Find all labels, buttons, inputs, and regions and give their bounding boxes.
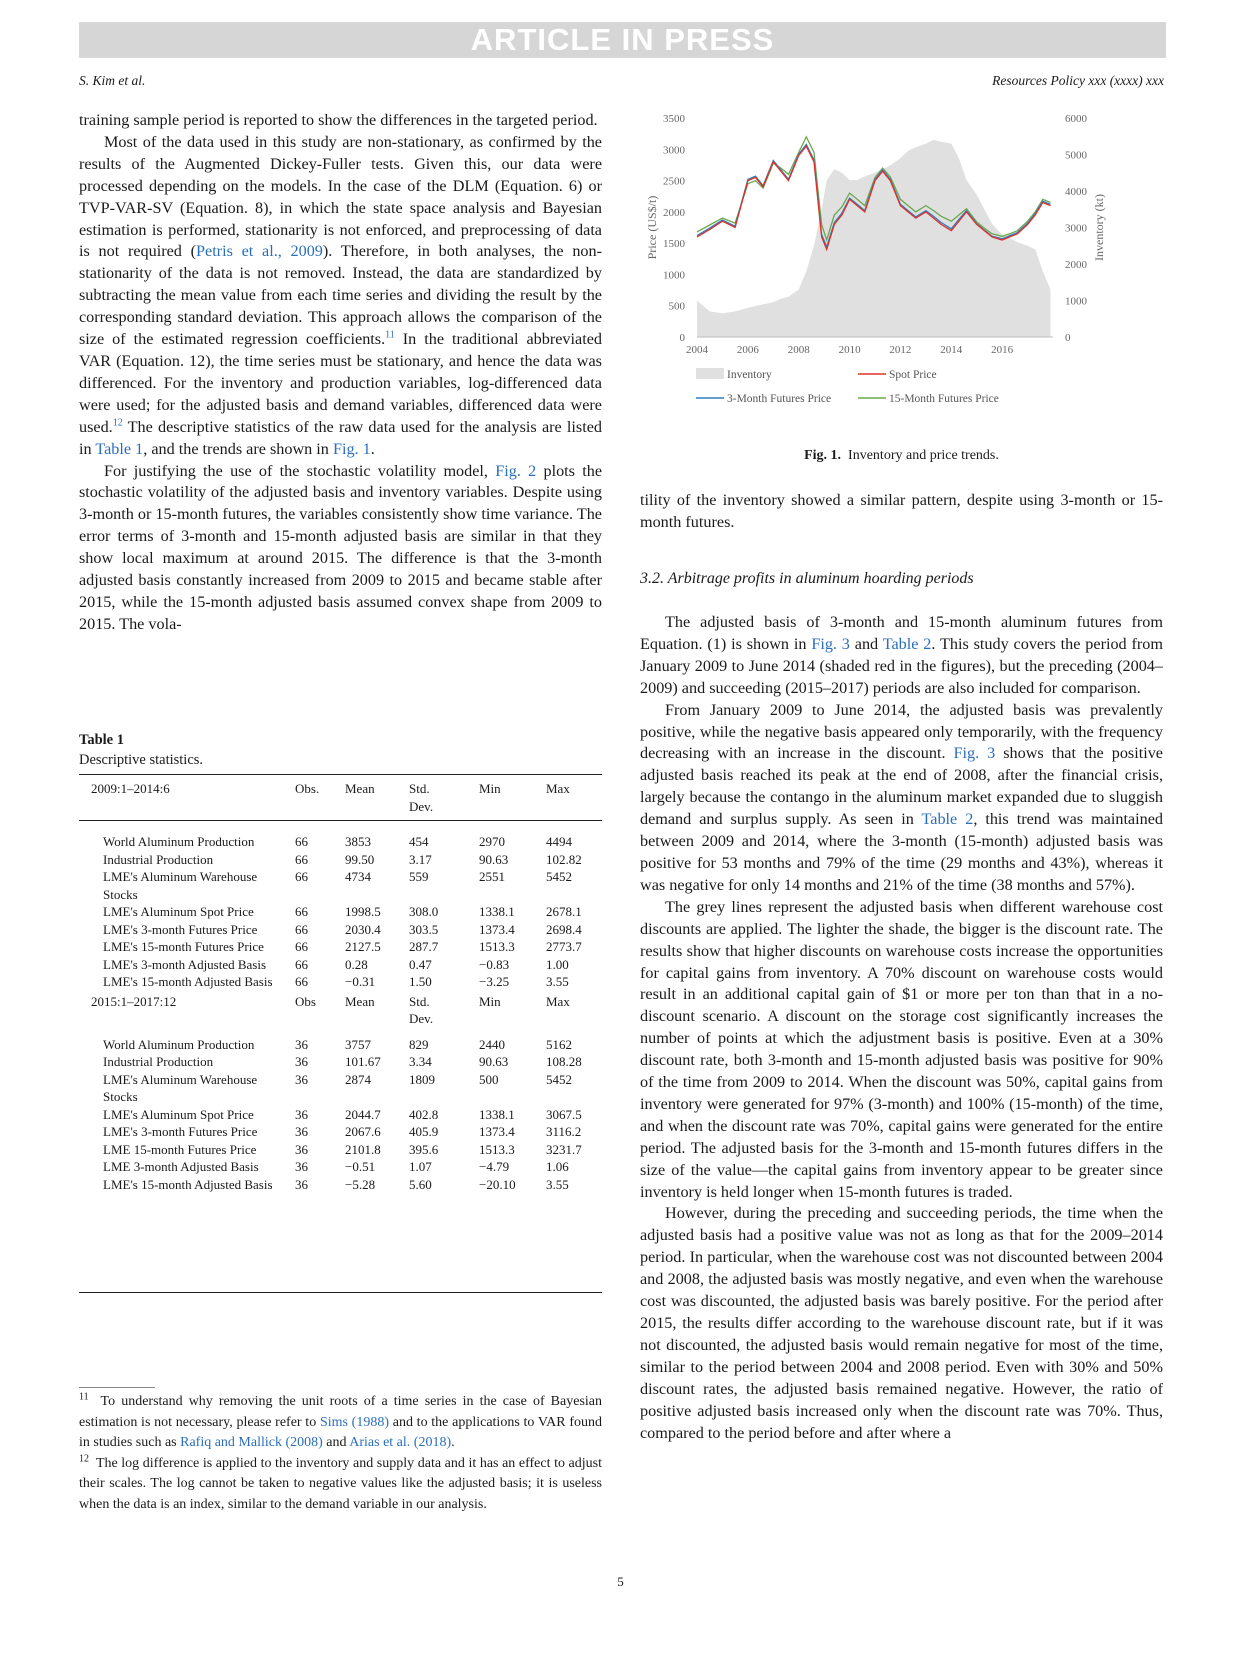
table-row xyxy=(79,1158,602,1176)
paragraph: From January 2009 to June 2014, the adjusted basis was prevalently positive, while the negative basis appeared only temporarily, with the frequency decreasing with an increase in the discount. Fig. 3 shows that the positive adjusted basis reached its peak at the end of 2008, after the financial crisis, largely because the contango in the aluminum market expanded due to sluggish demand and surplus supply. As seen in Table 2, this trend was maintained between 2009 and 2014, where the 3-month (15-month) adjusted basis was positive for 53 months and 79% of the time (29 months and 43%), whereas it was negative for only 14 months and 21% of the time (38 months and 57%). xyxy=(640,700,1163,894)
citation-link[interactable]: Arias et al. (2018) xyxy=(349,1435,452,1450)
table-cell: 66 xyxy=(295,939,308,954)
running-header-authors: S. Kim et al. xyxy=(79,73,146,88)
column-header: Std. Dev. xyxy=(409,781,434,814)
table-cell: 66 xyxy=(295,921,308,937)
table-cell: 3.55 xyxy=(546,1176,569,1192)
table-row xyxy=(79,921,602,939)
table-cell: 0.47 xyxy=(409,956,432,972)
table-cell: 1338.1 xyxy=(479,1106,515,1122)
paragraph: tility of the inventory showed a similar pattern, despite using 3-month or 15-month futures. xyxy=(640,491,1163,531)
column-header: Obs. xyxy=(295,781,320,796)
running-header-journal: Resources Policy xxx (xxxx) xxx xyxy=(992,73,1164,88)
table-cell: 2127.5 xyxy=(345,939,381,954)
column-header: Obs xyxy=(295,993,316,1009)
table-cell: 500 xyxy=(479,1071,499,1087)
table-cell: 99.50 xyxy=(345,851,375,867)
table-cell: 1513.3 xyxy=(479,1141,515,1157)
table-cell: 5.60 xyxy=(409,1176,432,1192)
table-cell: 101.67 xyxy=(345,1054,381,1069)
table-row xyxy=(79,903,602,921)
legend-label: Inventory xyxy=(727,369,772,381)
table-cell: 454 xyxy=(409,834,429,849)
table-cell: −0.31 xyxy=(345,974,376,989)
paragraph: The adjusted basis of 3-month and 15-month aluminum futures from Equation. (1) is shown in Fig. 3 and Table 2. This study covers the period from January 2009 to June 2014 (shaded red in the figures), but the preceding (2004–2009) and succeeding (2015–2017) periods are also included for comparison. xyxy=(640,613,1163,697)
footnote-rule xyxy=(79,1387,155,1388)
table-cell: 2773.7 xyxy=(546,939,582,954)
table-cell: 2698.4 xyxy=(546,921,582,937)
row-label: World Aluminum Production xyxy=(103,1036,255,1052)
column-header: Mean xyxy=(345,781,375,796)
row-label: Industrial Production xyxy=(103,1054,214,1069)
table-cell: 1.00 xyxy=(546,956,569,972)
table-cell: 66 xyxy=(295,904,308,919)
table-cell: 1.07 xyxy=(409,1159,432,1174)
row-label: LME's 15-month Adjusted Basis xyxy=(103,1176,273,1192)
table-cell: 5162 xyxy=(546,1036,572,1052)
table-cell: 3757 xyxy=(345,1036,371,1052)
table-cell: 108.28 xyxy=(546,1054,582,1069)
y2-tick-label: 5000 xyxy=(1065,149,1087,162)
table-row xyxy=(79,1176,602,1194)
period-label: 2009:1–2014:6 xyxy=(91,781,170,796)
table-cell: 3.34 xyxy=(409,1054,432,1069)
table-cell: 66 xyxy=(295,851,308,867)
y-tick-label: 3500 xyxy=(663,113,685,125)
table-cell: 303.5 xyxy=(409,921,439,937)
table-cell: 2044.7 xyxy=(345,1106,381,1122)
paragraph: However, during the preceding and succeeding periods, the time when the adjusted basis had a positive value was not as long as that for the 2009–2014 period. In particular, when the warehouse cost was not discounted between 2004 and 2008, the adjusted basis was mostly negative, and even when the warehouse cost was discounted, the adjusted basis was barely positive. For the period after 2015, the results differ according to the warehouse discount rate, but if it was not discounted, the adjusted basis would remain negative for most of the time, similar to the period between 2004 and 2008 period. Even with 30% and 50% discount rates, the adjusted basis remained negative. However, the ratio of positive adjusted basis increased only when the discount rate was 70%. Thus, compared to the period before and after where a xyxy=(640,1204,1163,1442)
row-label: LME's 15-month Adjusted Basis xyxy=(103,974,273,989)
footnote-11: $^{11}$ To understand why removing the unit roots of a time series in the case of Bayesian estimation is not necessary, please refer to Sims (1988) and to the applications to VAR found in studies such as Rafiq and Mallick (2008) and Arias et al. (2018). xyxy=(79,1391,603,1450)
table-cell: −5.28 xyxy=(345,1176,376,1192)
table-row xyxy=(79,1123,602,1141)
table-cell: 3116.2 xyxy=(546,1124,582,1139)
y2-tick-label: 4000 xyxy=(1065,186,1087,198)
row-label: LME's Aluminum Spot Price xyxy=(103,904,254,919)
table-cell: 36 xyxy=(295,1106,308,1122)
table-cell: 2067.6 xyxy=(345,1124,381,1139)
table-cell: 36 xyxy=(295,1141,308,1157)
table-cell: 1809 xyxy=(409,1071,435,1087)
legend-label: 15-Month Futures Price xyxy=(889,393,999,405)
y2-tick-label: 1000 xyxy=(1065,295,1087,308)
y2-tick-label: 2000 xyxy=(1065,259,1087,271)
table-cell: 287.7 xyxy=(409,939,439,954)
paragraph: The grey lines represent the adjusted basis when different warehouse cost discounts are applied. The lighter the shade, the bigger is the discount rate. The results show that higher discounts on warehouse costs increase the opportunities for capital gains from inventory. A 70% discount on warehouse costs would result in an additional capital gain of $1 or more per ton than that in a no-discount scenario. A discount on the storage cost significantly increases the number of points at which the adjustment basis is positive. Even at a 30% discount rate, both 3-month and 15-month adjusted basis was positive for 90% of the time from 2009 to 2014. When the discount was 50%, capital gains from inventory were generated for 97% (3-month) and 100% (15-month) of the time, and when the discount rate was 70%, capital gains were generated for the entire period. The adjusted basis for the 3-month and 15-month futures differs in the size of the value—the capital gains from inventory appear to be greater since inventory is held longer when 15-month futures is traded. xyxy=(640,897,1163,1201)
column-header: Std. Dev. xyxy=(409,993,434,1026)
legend-swatch xyxy=(696,368,724,379)
table-row xyxy=(79,956,602,974)
y-tick-label: 2500 xyxy=(663,175,685,188)
y2-axis-title: Inventory (kt) xyxy=(1092,194,1106,261)
right-column-text xyxy=(640,612,1163,1444)
row-label: LME 15-month Futures Price xyxy=(103,1141,257,1157)
y2-tick-label: 0 xyxy=(1065,332,1071,344)
table-cell: 36 xyxy=(295,1159,308,1174)
table-cell: 3067.5 xyxy=(546,1106,582,1122)
row-label: Industrial Production xyxy=(103,851,214,867)
legend-label: Spot Price xyxy=(889,369,937,381)
table-cell: 90.63 xyxy=(479,851,509,867)
y-tick-label: 0 xyxy=(679,332,685,344)
x-tick-label: 2012 xyxy=(889,344,912,356)
table-cell: 2874 xyxy=(345,1071,371,1087)
paragraph: training sample period is reported to show the differences in the targeted period. xyxy=(79,111,598,129)
figure-caption: Fig. 1. Inventory and price trends. xyxy=(804,448,999,463)
period-label: 2015:1–2017:12 xyxy=(91,993,177,1009)
table-cell: 66 xyxy=(295,869,308,884)
table-cell: −20.10 xyxy=(479,1176,516,1192)
table-row xyxy=(79,1106,602,1124)
table-row xyxy=(79,1071,602,1106)
table-cell: 5452 xyxy=(546,1071,572,1087)
paragraph: Most of the data used in this study are non-stationary, as confirmed by the results of the Augmented Dickey-Fuller tests. Given this, our data were processed depending on the models. In the case of the DLM (Equation. 6) or TVP-VAR-SV (Equation. 8), in which the state space analysis and Bayesian estimation is performed, stationarity is not enforced, and preprocessing of data is not required (Petris et al., 2009). Therefore, in both analyses, the non-stationarity of the data is not removed. Instead, the data are standardized by subtracting the mean value from each time series and dividing the result by the corresponding standard deviation. This approach allows the comparison of the size of the estimated regression coefficients.$^{11}$ In the traditional abbreviated VAR (Equation. 12), the time series must be stationary, and hence the data was differenced. For the inventory and production variables, log-differenced data were used; for the adjusted basis and demand variables, differenced data were used.$^{12}$ The descriptive statistics of the raw data used for the analysis are listed in Table 1, and the trends are shown in Fig. 1. xyxy=(79,132,602,458)
table-cell: 405.9 xyxy=(409,1124,439,1139)
table-cell: 102.82 xyxy=(546,851,582,867)
table-cell: 395.6 xyxy=(409,1141,439,1157)
figure-link[interactable]: Fig. 3 xyxy=(811,634,850,653)
table-cell: 4494 xyxy=(546,834,572,849)
table-row xyxy=(79,1053,602,1071)
y-tick-label: 1000 xyxy=(663,269,685,282)
citation-link[interactable]: Sims (1988) xyxy=(319,1414,390,1430)
table-cell: 2678.1 xyxy=(546,904,582,919)
table-cell: 3.55 xyxy=(546,974,569,989)
table-row xyxy=(79,868,602,903)
row-label: LME's 3-month Futures Price xyxy=(103,921,258,937)
row-label: LME's Aluminum Warehouse Stocks xyxy=(103,869,258,902)
footnote-marker[interactable]: 12 xyxy=(112,417,123,429)
page-number: 5 xyxy=(617,1574,624,1589)
section-heading: 3.2. Arbitrage profits in aluminum hoarding periods xyxy=(640,570,974,587)
row-label: World Aluminum Production xyxy=(103,834,255,849)
chart-svg xyxy=(640,110,1163,445)
table-cell: 402.8 xyxy=(409,1106,439,1122)
figure-link[interactable]: Fig. 1 xyxy=(332,439,371,458)
table-cell: −0.51 xyxy=(345,1159,376,1174)
table-title: Descriptive statistics. xyxy=(79,752,204,768)
paragraph: For justifying the use of the stochastic volatility model, Fig. 2 plots the stochastic volatility of the adjusted basis and inventory variables. Despite using 3-month or 15-month futures, the variables consistently show time variance. The error terms of 3-month and 15-month adjusted basis are similar in that they show local maximum at around 2015. The difference is that the 3-month adjusted basis constantly increased from 2009 to 2015 and became stable after 2015, while the 15-month adjusted basis assumed convex shape from 2009 to 2015. The vola- xyxy=(79,461,602,633)
y-tick-label: 500 xyxy=(668,300,685,313)
table-cell: 1.06 xyxy=(546,1159,569,1174)
table-label: Table 1 xyxy=(79,732,124,748)
table-row xyxy=(79,938,602,956)
table-caption xyxy=(79,730,203,770)
table-cell: 1998.5 xyxy=(345,904,381,919)
descriptive-statistics-table xyxy=(79,775,602,1193)
table-row xyxy=(79,1034,602,1054)
table-cell: −3.25 xyxy=(479,974,510,989)
table-cell: 66 xyxy=(295,956,308,972)
legend-label: 3-Month Futures Price xyxy=(727,393,832,405)
x-tick-label: 2014 xyxy=(940,344,963,356)
table-cell: 36 xyxy=(295,1176,308,1192)
table-cell: 36 xyxy=(295,1036,308,1052)
y-tick-label: 3000 xyxy=(663,144,685,157)
table-cell: 90.63 xyxy=(479,1054,509,1069)
article-in-press-banner: ARTICLE IN PRESS xyxy=(79,22,1166,58)
table-subheader-row xyxy=(79,991,602,1034)
y-axis-title: Price (US$/t) xyxy=(645,195,659,260)
table-cell: 308.0 xyxy=(409,904,439,919)
footnotes xyxy=(79,1392,602,1515)
table-cell: 5452 xyxy=(546,869,572,884)
right-column-intro xyxy=(640,490,1163,534)
x-tick-label: 2006 xyxy=(736,344,759,356)
table-cell: 2101.8 xyxy=(345,1141,381,1157)
table-cell: 36 xyxy=(295,1071,308,1087)
table-row xyxy=(79,1141,602,1159)
table-header-row xyxy=(79,775,602,821)
row-label: LME's 3-month Futures Price xyxy=(103,1124,258,1139)
table-cell: 1338.1 xyxy=(479,904,515,919)
table-cell: 3853 xyxy=(345,834,371,849)
figure-1-chart xyxy=(640,110,1163,470)
row-label: LME's 3-month Adjusted Basis xyxy=(103,956,267,972)
row-label: LME's Aluminum Warehouse Stocks xyxy=(103,1071,258,1104)
table-cell: 1373.4 xyxy=(479,921,515,937)
table-cell: 1.50 xyxy=(409,974,432,989)
y2-tick-label: 6000 xyxy=(1065,113,1087,125)
x-tick-label: 2016 xyxy=(991,344,1014,356)
table-row xyxy=(79,851,602,869)
x-tick-label: 2004 xyxy=(686,344,708,356)
citation-link[interactable]: Petris et al., 2009 xyxy=(196,242,323,261)
table-link[interactable]: Table 2 xyxy=(921,810,974,829)
figure-link[interactable]: Fig. 2 xyxy=(495,461,537,480)
column-header: Max xyxy=(546,781,570,796)
table-cell: −0.83 xyxy=(479,956,510,972)
left-column-text xyxy=(79,110,602,636)
column-header: Mean xyxy=(345,993,375,1009)
x-tick-label: 2010 xyxy=(838,344,861,356)
table-cell: 2551 xyxy=(479,869,505,884)
table-cell: 4734 xyxy=(345,869,371,884)
table-link[interactable]: Table 1 xyxy=(95,439,144,458)
row-label: LME's 15-month Futures Price xyxy=(103,939,264,954)
table-cell: 1373.4 xyxy=(479,1124,515,1139)
citation-link[interactable]: Rafiq and Mallick (2008) xyxy=(180,1435,323,1450)
table-cell: 36 xyxy=(295,1054,308,1069)
table-cell: 2030.4 xyxy=(345,921,381,937)
table-cell: 1513.3 xyxy=(479,939,515,954)
column-header: Max xyxy=(546,993,570,1009)
table-rule-bottom xyxy=(79,1292,602,1293)
table-cell: 3.17 xyxy=(409,851,432,867)
table-cell: 2970 xyxy=(479,834,505,849)
figure-link[interactable]: Fig. 3 xyxy=(953,744,996,763)
y2-tick-label: 3000 xyxy=(1065,222,1087,235)
y-tick-label: 2000 xyxy=(663,206,685,219)
table-cell: −4.79 xyxy=(479,1159,510,1174)
footnote-12: $^{12}$ The log difference is applied to the inventory and supply data and it has an effect to adjust their scales. The log cannot be taken to negative values like the adjusted basis; it is useless when the data is an index, similar to the demand variable in our analysis. xyxy=(79,1452,603,1512)
column-header: Min xyxy=(479,993,501,1009)
row-label: LME 3-month Adjusted Basis xyxy=(103,1159,259,1174)
table-cell: 829 xyxy=(409,1036,429,1052)
table-cell: 36 xyxy=(295,1124,308,1139)
table-cell: 3231.7 xyxy=(546,1141,582,1157)
x-tick-label: 2008 xyxy=(787,344,810,356)
y-tick-label: 1500 xyxy=(663,238,685,251)
table-cell: 559 xyxy=(409,869,429,884)
table-cell: 66 xyxy=(295,834,308,849)
footnote-marker[interactable]: 11 xyxy=(385,329,395,341)
row-label: LME's Aluminum Spot Price xyxy=(103,1106,254,1122)
table-row xyxy=(79,973,602,991)
table-cell: 66 xyxy=(295,974,308,989)
table-cell: 2440 xyxy=(479,1036,505,1052)
table-cell: 0.28 xyxy=(345,956,368,972)
table-row xyxy=(79,821,602,851)
table-link[interactable]: Table 2 xyxy=(882,634,932,653)
column-header: Min xyxy=(479,781,501,796)
